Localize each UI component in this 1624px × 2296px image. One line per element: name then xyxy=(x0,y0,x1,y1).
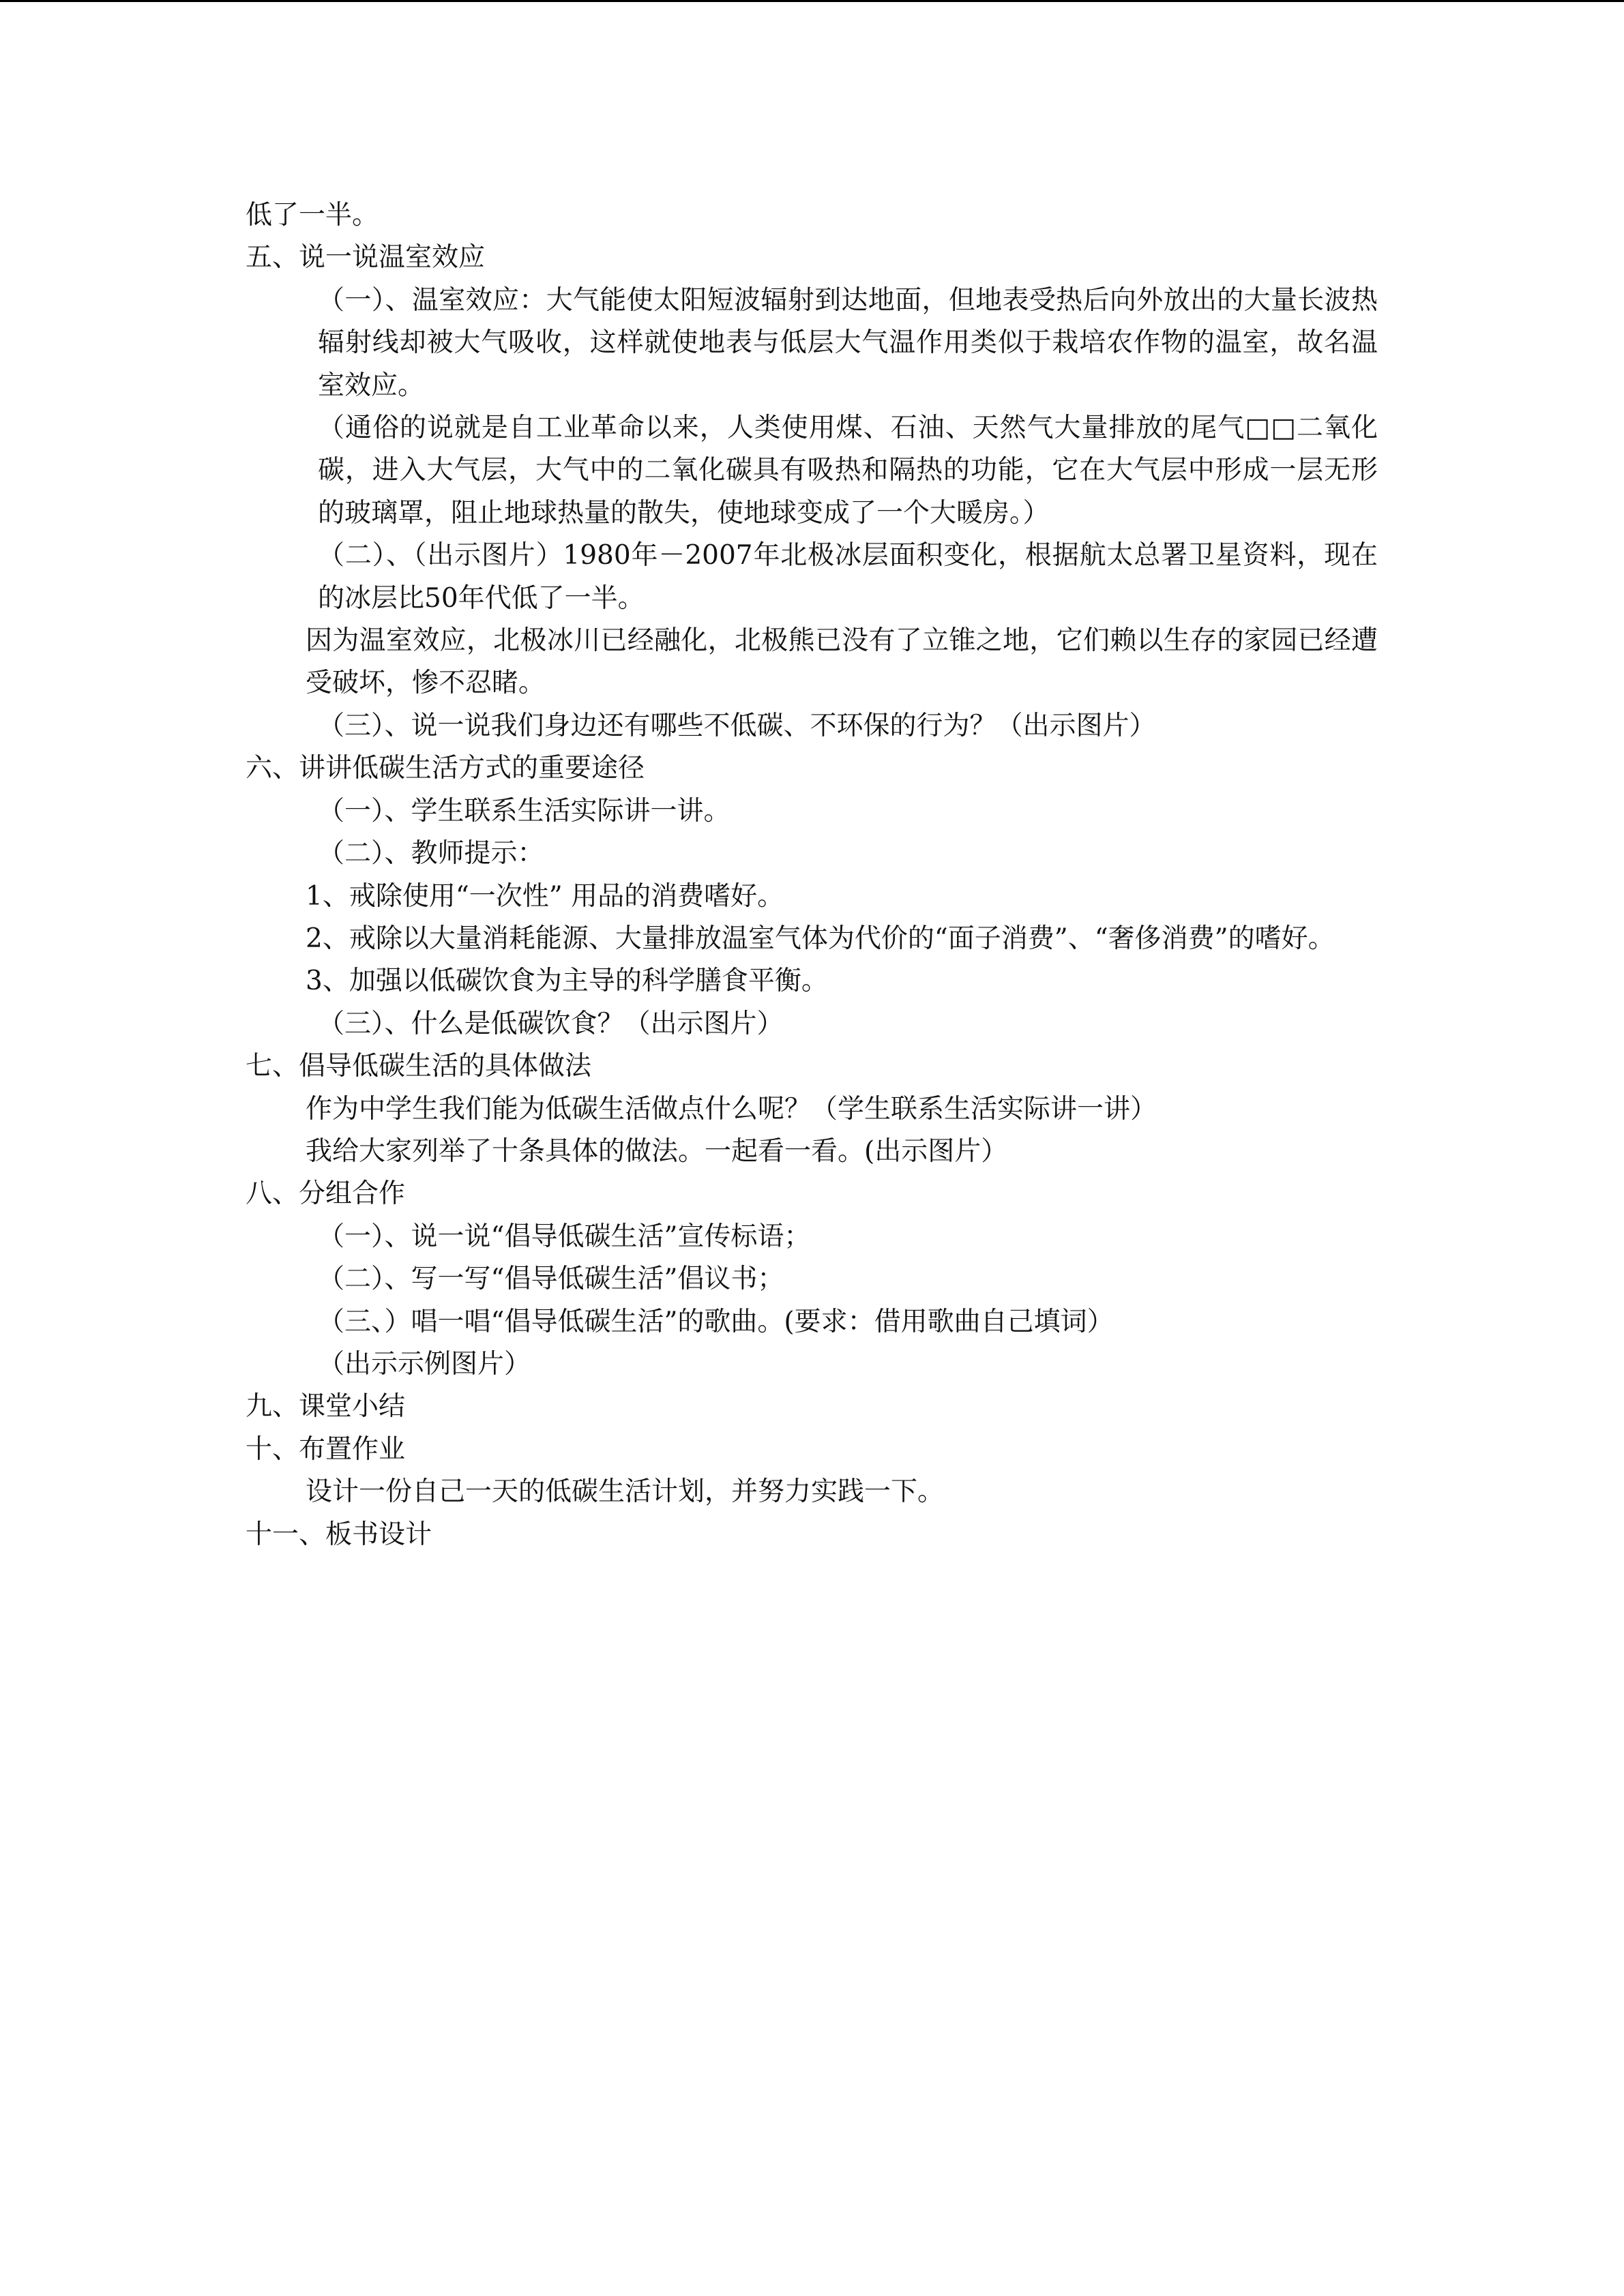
section-heading: 十、布置作业 xyxy=(246,1433,406,1465)
document-page xyxy=(246,194,1378,1556)
text-line: 低了一半。 xyxy=(246,200,379,230)
text-line: （二）、写一写“倡导低碳生活”倡议书； xyxy=(318,1264,784,1295)
paragraph: （通俗的说就是自工业革命以来，人类使用煤、石油、天然气大量排放的尾气□□二氧化碳，进入大气层，大气中的二氧化碳具有吸热和隔热的功能，它在大气层中形成一层无形的玻璃罩，阻止地球热量的散失，使地球变成了一个大暖房。） xyxy=(318,413,1378,528)
text-line: （一）、说一说“倡导低碳生活”宣传标语； xyxy=(318,1221,811,1252)
section-heading: 六、讲讲低碳生活方式的重要途径 xyxy=(246,753,645,784)
section-heading: 十一、板书设计 xyxy=(246,1519,432,1550)
paragraph: 2、戒除以大量消耗能源、大量排放温室气体为代价的“面子消费”、“奢侈消费”的嗜好。 xyxy=(306,923,1335,954)
paragraph: 因为温室效应，北极冰川已经融化，北极熊已没有了立锥之地，它们赖以生存的家园已经遭受破坏，惨不忍睹。 xyxy=(306,625,1378,699)
text-line: 3、加强以低碳饮食为主导的科学膳食平衡。 xyxy=(306,966,828,997)
text-line: （三）、说一说我们身边还有哪些不低碳、不环保的行为？（出示图片） xyxy=(318,710,1156,741)
text-line: （出示示例图片） xyxy=(318,1348,531,1380)
text-line: （一）、学生联系生活实际讲一讲。 xyxy=(318,795,730,826)
section-heading: 九、课堂小结 xyxy=(246,1391,406,1422)
paragraph: （一）、温室效应：大气能使太阳短波辐射到达地面，但地表受热后向外放出的大量长波热辐射线却被大气吸收，这样就使地表与低层大气温作用类似于栽培农作物的温室，故名温室效应。 xyxy=(318,284,1378,401)
section-heading: 七、倡导低碳生活的具体做法 xyxy=(246,1051,592,1082)
section-heading: 八、分组合作 xyxy=(246,1178,406,1210)
text-line: （二）、教师提示： xyxy=(318,838,544,869)
text-line: 作为中学生我们能为低碳生活做点什么呢？（学生联系生活实际讲一讲） xyxy=(306,1093,1157,1124)
section-heading: 五、说一说温室效应 xyxy=(246,242,486,273)
text-line: 1、戒除使用“一次性” 用品的消费嗜好。 xyxy=(306,880,784,912)
text-line: （三）、什么是低碳饮食？（出示图片） xyxy=(318,1008,784,1039)
text-line: 设计一份自己一天的低碳生活计划，并努力实践一下。 xyxy=(306,1476,945,1508)
paragraph: （二）、（出示图片）1980年－2007年北极冰层面积变化，根据航太总署卫星资料，现在的冰层比50年代低了一半。 xyxy=(318,540,1378,614)
text-line: 我给大家列举了十条具体的做法。一起看一看。(出示图片） xyxy=(306,1135,1008,1167)
text-line: （三、）唱一唱“倡导低碳生活”的歌曲。(要求：借用歌曲自己填词） xyxy=(318,1306,1114,1337)
